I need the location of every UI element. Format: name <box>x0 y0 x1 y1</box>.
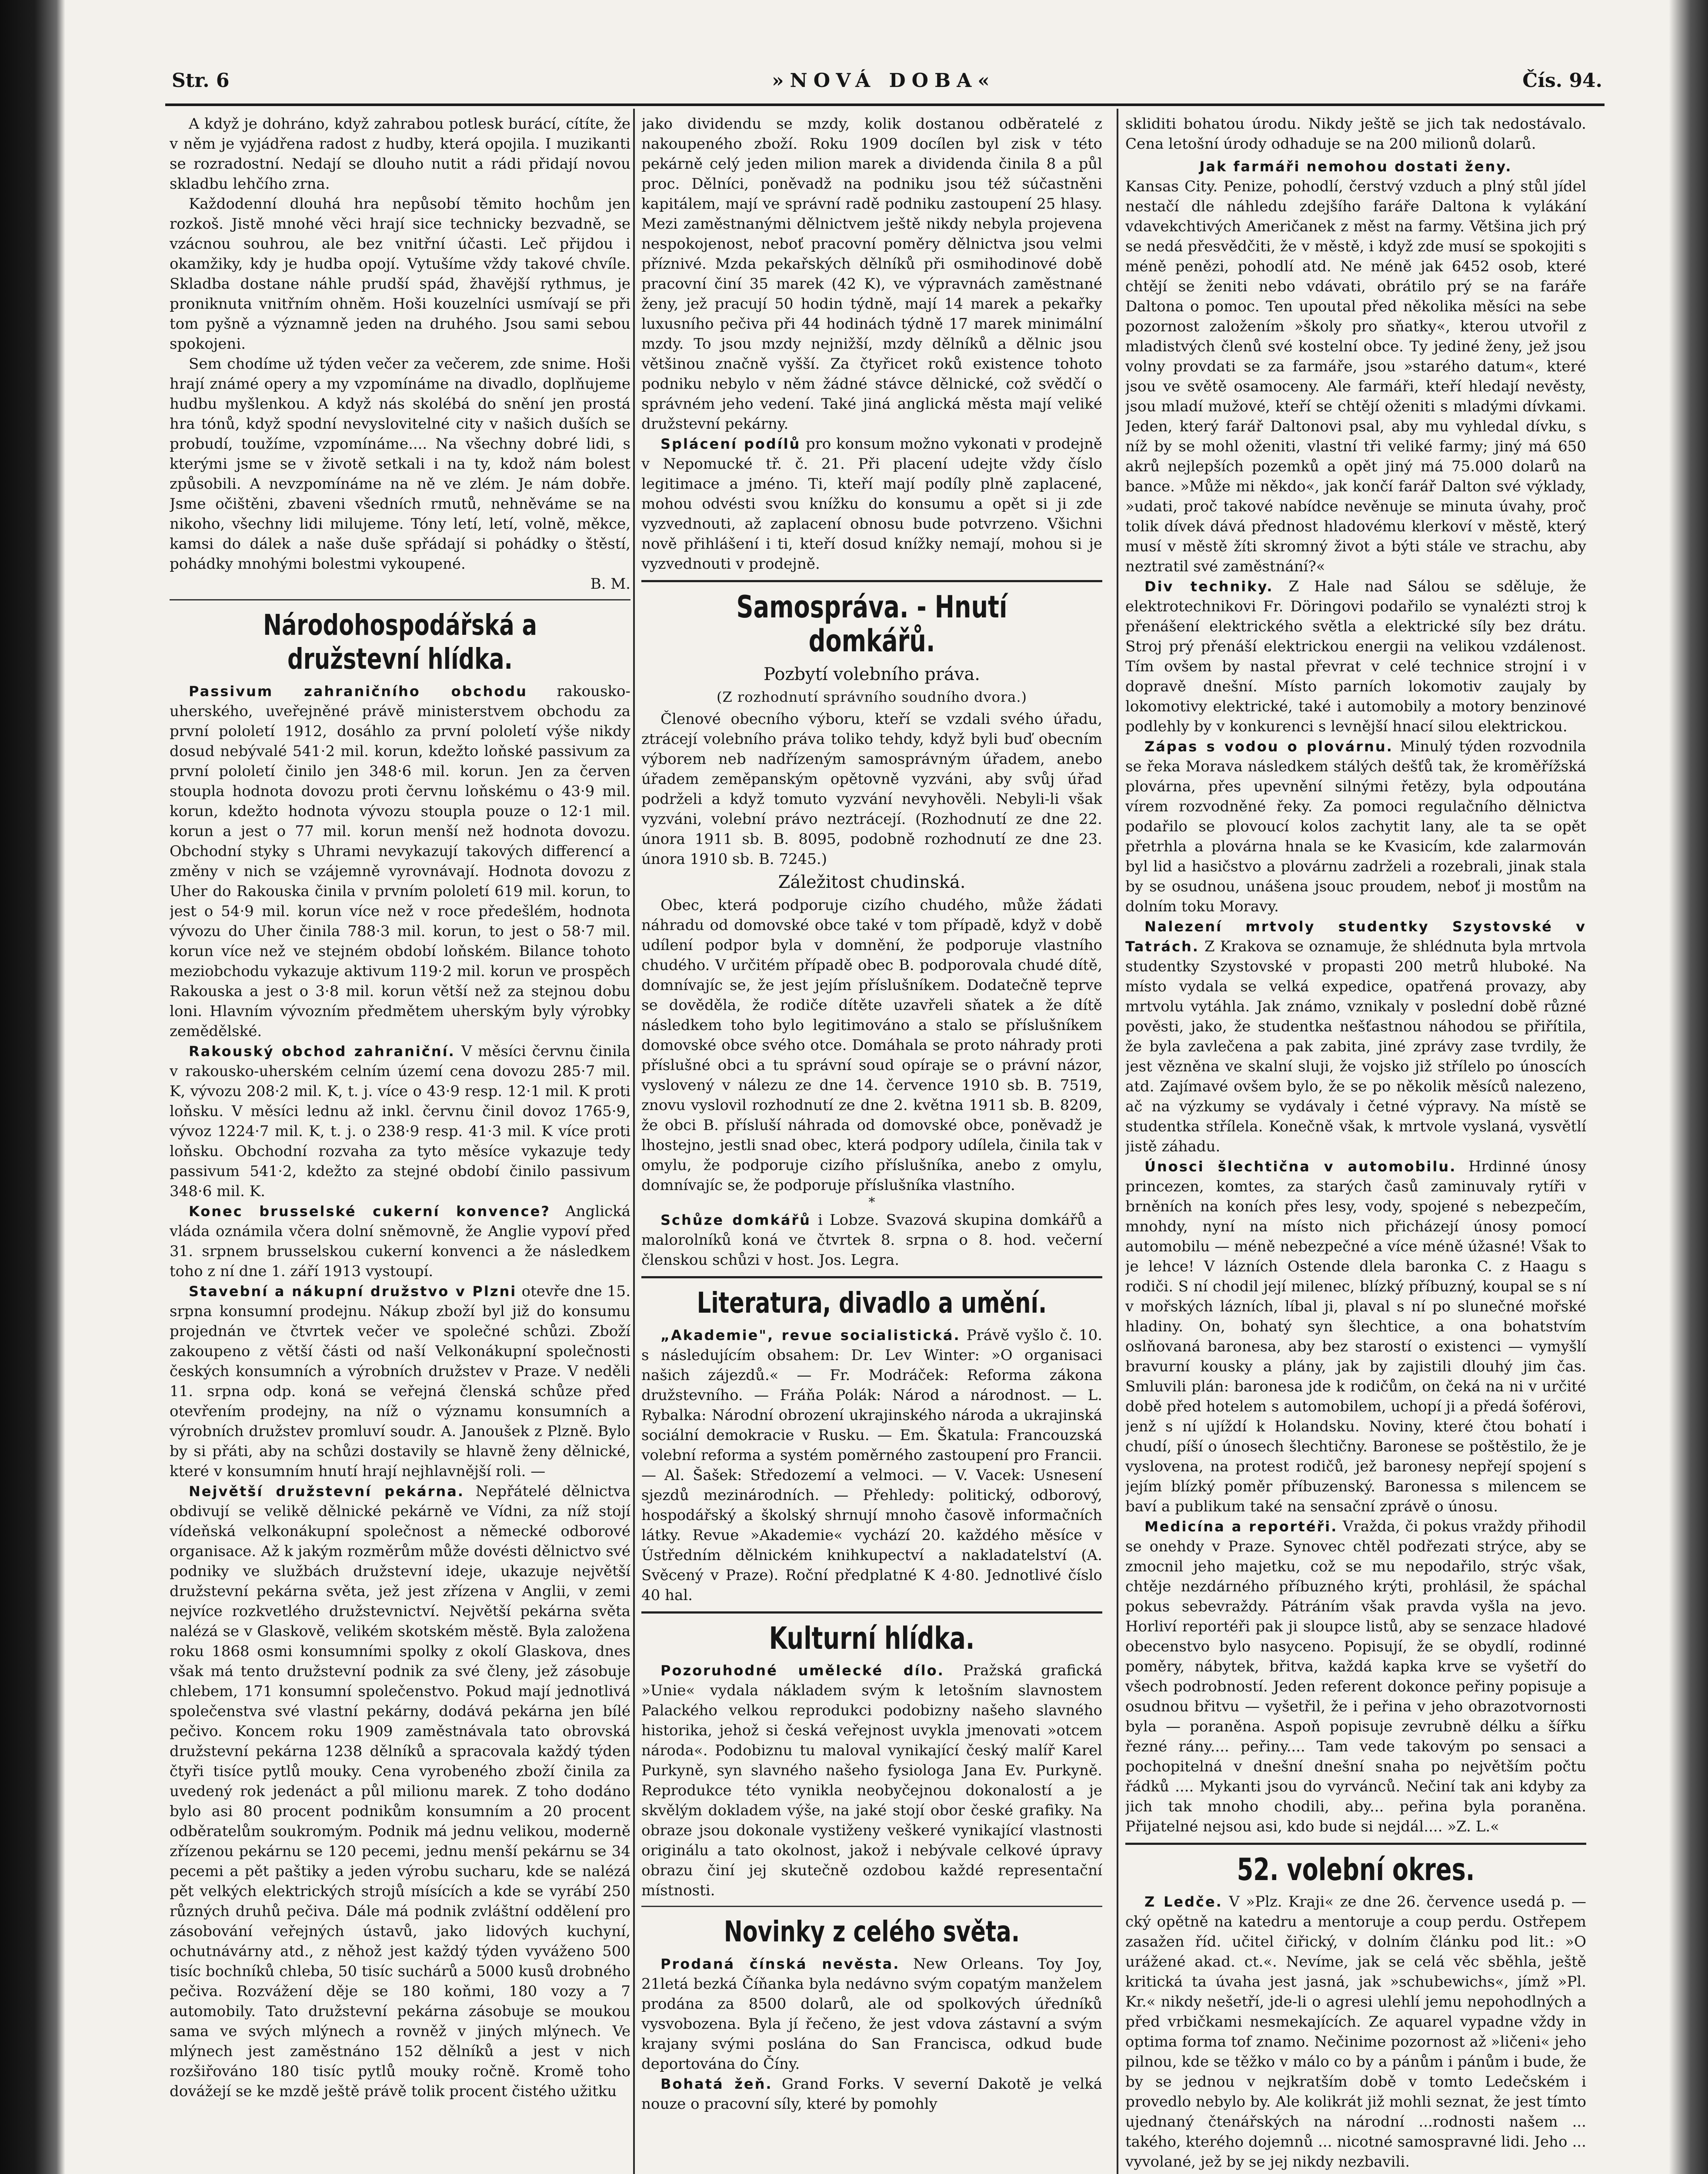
item-kicker: Pozoruhodné umělecké dílo. <box>661 1662 944 1679</box>
item-kicker: Z Ledče. <box>1144 1894 1223 1910</box>
item-kicker: Nalezení mrtvoly studentky Szystovské v Tatrách. <box>1125 918 1586 955</box>
article-paragraph: Členové obecního výboru, kteří se vzdali svého úřadu, ztrácejí volebního práva toliko tehdy, když byli buď obecním výborem neb nadřízeným samosprávným úřadem, anebo úřadem zeměpanským opětovně vyzváni, aby svůj úřad podrželi a když tomuto vyzvání nevyhověli. Nebyli-li však vyzváni, volební právo neztrácejí. (Rozhodnutí ze dne 22. února 1911 sb. B. 8095, podobně rozhodnutí ze dne 23. února 1910 sb. B. 7245.) <box>641 710 1102 868</box>
item-text: Pražská grafická »Unie« vydala nákladem svým k letošním slavnostem Palackého velkou reprodukci podobizny našeho slavného historika, jehož si česká veřejnost uvykla jmenovati »otcem národa«. Podobiznu tu maloval vynikající český malíř Karel Purkyně, syn slavného našeho fysiologa Jana Ev. Purkyně. Reprodukce této vynikla neobyčejnou dokonalostí a je skvělým dokladem výše, na jaké stojí obor české grafiky. Na obraze jsou dokonale vystiženy veškeré vynikající vlastnosti originálu a tato okolnost, jakož i nebývale celkové úpravy obrazu činí jej skutečně ozdobou každé representační místnosti. <box>641 1662 1102 1899</box>
item-text: Z Krakova se oznamuje, že shlédnuta byla mrtvola studentky Szystovské v propasti 200 metrů hluboké. Na místo vydala se velká expedice, opatřená provazy, aby mrtvolu vytáhla. Jak známo, vznikaly v poslední době různé pověsti, jako, že studentka nešťastnou náhodou se přiřítila, že byla zavlečena a pak zabita, jiné zprávy zase tvrdily, že jest vězněna ve skalní sluji, že vojsko již střílelo po únoscích atd. Zajímavé ovšem bylo, že se po několik měsíců nalezeno, ač na výzkumy se vydávaly i četné výpravy. Na místě se studentka střílela. Konečně však, k mrtvole vyslaná, vysvětlí jistě záhadu. <box>1125 938 1586 1155</box>
news-item <box>641 1954 1102 2074</box>
separator <box>170 599 630 600</box>
news-item <box>1125 1517 1586 1837</box>
item-text: otevře dne 15. srpna konsumní prodejnu. Nákup zboží byl již do konsumu projednán ve čtvrtek večer ve společné schůzi. Zboží zakoupeno z větší části od naší Velkonákupní společnosti českých konsumních a výrobních družstev v Praze. V neděli 11. srpna odp. koná se veřejná členská schůze před otevřením prodejny, na níž o významu konsumních a výrobních družstev promluví soudr. A. Janoušek z Plzně. Bylo by si přáti, aby na schůzi dostavily se hlavně ženy dělnické, které v konsumním hnutí hrají nejhlavnější roli. — <box>170 1283 630 1480</box>
item-text: Vražda, či pokus vraždy přihodil se onehdy v Praze. Synovec chtěl podřezati strýce, aby se zmocnil jeho majetku, což se mu nepodařilo, strýc však, chtěje nezdárného příbuzného krýti, prohlásil, že spáchal pokus sebevraždy. Pátráním však pravda vyšla na jevo. Horliví reportéři pak ji sloupce listů, aby se senzace hladové obecenstvo bylo nasyceno. Popisují, že se obydlí, rodinné poměry, nábytek, břitva, každá kapka krve se vyšetří do všech podrobností. Jeden referent dokonce peřiny popisuje a osudnou břitvu — vyšetřil, že i peřina v jeho obrazotvornosti byla — poraněna. Aspoň popisuje zevrubně délku a šířku řezné rány.... peřiny.... Tam vede takovým po sensaci a pochopitelná v dnešní dnešní snaha po největším počtu řádků .... Mykanti jsou do vyrvánců. Nečiní tak ani kdyby za jich tak mnoho chodili, aby... peřina byla poraněna. Přijatelné nejsou asi, kdo bude si nejdál.... »Z. L.« <box>1125 1518 1586 1835</box>
item-kicker: Passivum zahraničního obchodu <box>189 683 527 700</box>
section-title-volebni-okres: 52. volební okres. <box>1237 1852 1475 1887</box>
item-kicker: Div techniky. <box>1144 578 1274 595</box>
column-3 <box>1125 114 1586 2174</box>
news-item <box>1125 577 1586 737</box>
separator <box>641 580 1102 582</box>
section-title-narodohospodarska: Národohospodářská a družstevní hlídka. <box>263 608 537 676</box>
news-item <box>170 1281 630 1481</box>
news-item <box>170 1041 630 1201</box>
article-signature: B. M. <box>590 575 630 593</box>
item-kicker: „Akademie", revue socialistická. <box>661 1327 961 1344</box>
column-2 <box>641 114 1102 2174</box>
item-kicker: Stavební a nákupní družstvo v Plzni <box>189 1283 517 1300</box>
item-kicker: Zápas s vodou o plovárnu. <box>1144 738 1393 755</box>
article-paragraph: Sem chodíme už týden večer za večerem, zde snime. Hoši hrají známé opery a my vzpomínáme na divadlo, doplňujeme hudbu myšlenkou. A když nás skolébá do snění jen prostá hra tónů, když spodní nevyslovitelné city v našich duších se probudí, toužíme, vzpomínáme.... Na všechny dobré lidi, s kterými jsme se v životě setkali i na ty, kdož nám bolest způsobili. A nevzpomínáme na ně ve zlém. Je nám dobře. Jsme očištěni, zbaveni všedních rmutů, nehněváme se na nikoho, všechny lidi milujeme. Tóny letí, letí, volně, měkce, kamsi do dálek a naše duše spřádají si pohádky o štěstí, pohádky mnohými bolestmi vykoupené. <box>170 355 630 573</box>
item-text: Nepřátelé dělnictva obdivují se velikě dělnické pekárně ve Vídni, za níž stojí vídeňská velkonákupní společnost a německé odborové organisace. Až k jakým rozměrům může dovésti dělnictvo své podniky ve službách družstevní ideje, ukazuje největší družstevní pekárna světa, jež jest zřízena v Anglii, v zemi nejvíce rozkvetlého družstevnictví. Největší pekárna světa nalézá se v Glaskově, velikém skotském městě. Byla založena roku 1868 osmi konsumními spolky z okolí Glaskova, dnes však má tento družstevní podnik za své členy, jež zásobuje chlebem, 171 konsumní společenstvo. Pokud mají jednotlivá společenstva své vlastní pekárny, dodává pekárna jen bílé pečivo. Koncem roku 1909 zaměstnávala tato obrovská družstevní pekárna 1238 dělníků a spracovala každý týden čtyři tisíce pytlů mouky. Cena vyrobeného zboží činila za uvedený rok jedenáct a půl milionu marek. Z toho dodáno bylo asi 80 procent podnikům konsumním a 20 procent odběratelům soukromým. Podnik má jednu velikou, moderně zřízenou pekárnu se 120 pecemi, jednu menší pekárnu se 34 pecemi a pět paštiky a jeden výrobu sucharu, kde se nalézá pět velkých elektrických strojů mísících a kde se vyrábí 250 různých druhů pečiva. Dále má podnik zvláštní oddělení pro zásobování veřejných ústavů, jako lidových kuchyní, ochutnávárny atd., z něhož jest každý týden vyváženo 500 tisíc bochníků chleba, 50 tisíc suchárů a 5000 kusů drobného pečiva. Rozvážení děje se 180 koňmi, 180 vozy a 7 automobily. Tato družstevní pekárna zásobuje se moukou sama ve svých mlýnech a rovněž v jiných mlýnech. Ve mlýnech jest zaměstnáno 152 dělníků a jest v nich rozšiřováno 180 tisíc pytlů mouky ročně. Kromě toho dovážejí se ke mzdě ještě právě tolik procent čistého užitku <box>170 1483 630 2100</box>
item-text: New Orleans. Toy Joy, 21letá bezká Číňanka byla nedávno svým copatým manželem prodána za 8500 dolarů, ale od spolkových úředníků vysvobozena. Byla jí řečeno, že jest vdova zástavní a svým krajany svými poslána do San Francisca, odkud bude deportována do Číny. <box>641 1955 1102 2073</box>
item-text: Z Hale nad Sálou se sděluje, že elektrotechnikovi Fr. Döringovi podařilo se vynalézti stroj k přenášení elektrického světla a elektrické síly bez drátu. Stroj prý přenáší elektrickou energii na velikou vzdálenost. Tím ovšem by nastal převrat v celé technice strojní i v dopravě dnešní. Místo parních lokomotiv zaujaly by lokomotivy elektrické, také i automobily a motory benzinové podlehly by v konkurenci s levnější hnací silou elektrickou. <box>1125 578 1586 735</box>
news-item <box>641 2074 1102 2114</box>
item-text: Grand Forks. V severní Dakotě je velká nouze o pracovní síly, které by pomohly <box>641 2075 1102 2113</box>
item-text: Právě vyšlo č. 10. s následujícím obsahem: Dr. Lev Winter: »O organisaci našich zájezdů.« — Fr. Modráček: Reforma zákona družstevního. — Fráňa Polák: Národ a národnost. — L. Rybalka: Národní obrození ukrajinského národa a ukrajinská sociální demokracie v Rusku. — Em. Škatula: Francouzská volební reforma a systém poměrného zastoupení pro Francii. — Al. Šašek: Středozemí a velmoci. — V. Vacek: Usnesení sjezdů mezinárodních. — Přehledy: politický, odborový, hospodářský a školský shrnují mnoho časově informačních látky. Revue »Akademie« vychází 20. každého měsíce v Ústředním dělnickém knihkupectví a nakladatelství (A. Svěcený v Praze). Roční předplatné K 4·80. Jednotlivé číslo 40 hal. <box>641 1327 1102 1604</box>
item-kicker: Prodaná čínská nevěsta. <box>661 1956 900 1972</box>
section-title-kulturni: Kulturní hlídka. <box>769 1620 975 1656</box>
news-item <box>1125 737 1586 917</box>
article-title-pozbyti: Pozbytí volebního práva. <box>764 664 980 684</box>
page-number: Str. 6 <box>172 70 230 92</box>
item-text: V »Plz. Kraji« ze dne 26. července usedá p. —cký opětně na katedru a mentoruje a coup perdu. Ostřepem zasažen říd. učitel čiřický, v dolním článku pod lit.: »O urážené akad. ct.«. Nevíme, jak se celá věc sběhla, ještě kritická ta úvaha jest jasná, jak »schubewichs«, jímž »Pl. Kr.« nikdy nešetří, jde-li o agresi ulehlí jemu nepohodlných a před vrbičkami nesmekajících. Ze aquarel vypadne vždy in optima forma tof znamo. Nečinime pozornost až »ličeni« jeho pilnou, kde se těžko v málo co by a pánům i pánům i bude, že by se jednou v nejkratším době v tomto Ledečském i provedlo nebylo by. Ale kolikrát již mohli seznat, že jest tímto ujednaný čtenářských na národní ...rodnosti našem ... takého, kterého dojemnů ... nicotné samospravné lidi. Jeho ... vyvolané, jež by se jej nikdy nezbavili. <box>1125 1893 1586 2171</box>
news-item <box>170 1201 630 1281</box>
item-kicker: Bohatá žeň. <box>661 2076 773 2092</box>
article-paragraph: Obec, která podporuje cizího chudého, může žádati náhradu od domovské obce také v tom případě, když v době udílení podpor byla v domnění, že podporuje vlastního chudého. V určitém případě obec B. podporovala chudé dítě, domnívajíc se, že jest jejím příslušníkem. Dodatečně teprve se dověděla, že rodiče dítěte uzavřeli sňatek a že dítě následkem toho bylo legitimováno a stalo se příslušníkem domovské obce svého otce. Domáhala se proto náhrady proti příslušné obci a tu správní soud opíraje se o právní názor, vyslovený v nálezu ze dne 14. července 1910 sb. B. 7519, znovu vyslovil rozhodnutí ze dne 2. května 1911 sb. B. 8209, že obci B. přísluší náhrada od domovské obce, poněvadž je lhostejno, jestli snad obec, která podpory udílela, činila tak v omylu, že podporuje cizího příslušníka, anebo z omylu, domnívajíc se, že podporuje příslušníka vlastního. <box>641 897 1102 1194</box>
section-title-literatura: Literatura, divadlo a umění. <box>697 1286 1047 1320</box>
article-subtitle-pozbyti: (Z rozhodnutí správního soudního dvora.) <box>717 689 1027 705</box>
separator <box>641 1276 1102 1278</box>
header-rule <box>165 103 1605 106</box>
item-text: Minulý týden rozvodnila se řeka Morava následkem stálých dešťů tak, že kroměřížská plovárna, přes upevnění silnými řetězy, byla odpoutána vírem rozvodněné řeky. Za pomoci regulačního dělnictva podařilo se plovoucí kolos zachytit lany, ale ta se opět přetrhla a plovárna hnala se ke Kvasicím, kde zalarmován byl lid a hasičstvo a plovárnu zadrželi a rozebrali, jinak stala by se osudnou, unášena jsouc proudem, neboť ji mostům na dolním toku Moravy. <box>1125 738 1586 915</box>
article-paragraph: A když je dohráno, když zahrabou potlesk burácí, cítíte, že v něm je vyjádřena radost z hudby, která opojila. I muzikanti se rozradostní. Nedají se dlouho nutit a rádi přidají novou skladbu lehčího zrna. <box>170 115 630 193</box>
news-item <box>641 1210 1102 1270</box>
item-text: i Lobze. Svazová skupina domkářů a malorolníků koná ve čtvrtek 8. srpna o 8. hod. večerní členskou schůzi v host. Jos. Legra. <box>641 1211 1102 1269</box>
item-kicker: Jak farmáři nemohou dostati ženy. <box>1199 158 1512 175</box>
column-rule-1 <box>633 109 635 2174</box>
item-kicker: Medicína a reportéři. <box>1144 1518 1338 1535</box>
item-kicker: Splácení podílů <box>661 436 801 452</box>
article-title-zalezitost: Záležitost chudinská. <box>778 872 966 892</box>
news-item <box>1125 917 1586 1157</box>
article-paragraph: jako dividendu se mzdy, kolik dostanou odběratelé z nakoupeného zboží. Roku 1909 docílen byl zisk v této pekárně celý jeden milion marek a dividenda činila 8 a půl proc. Dělníci, poněvadž na podniku jsou též súčastněni kapitálem, mají ve správní radě podniku zastoupení 25 hlasy. Mezi zaměstnanými dělnictvem ještě nikdy nebyla projevena nespokojenost, neboť pracovní poměry dělnictva jsou velmi příznivé. Mzda pekařských dělníků při osmihodinové době pracovní činí 35 marek (42 K), ve výpravnách zaměstnané ženy, jež pracují 50 hodin týdně, mají 14 marek a pekařky luxusního pečiva při 44 hodinách týdně 17 marek minimální mzdy. To jsou mzdy nejnižší, mzdy dělníků a dělnic jsou většinou značně vyšší. Za čtyřicet roků existence tohoto podniku nebylo v něm žádné stávce dělnické, což svědčí o správném jeho vedení. Také jiná anglická města mají veliké družstevní pekárny. <box>641 115 1102 433</box>
separator <box>641 1906 1102 1907</box>
issue-number: Čís. 94. <box>1522 70 1602 92</box>
separator <box>1125 1843 1586 1845</box>
scan-edge-left <box>0 0 65 2174</box>
section-title-novinky: Novinky z celého světa. <box>724 1915 1020 1948</box>
star-divider: * <box>868 1195 875 1210</box>
news-item <box>1125 1892 1586 2172</box>
column-1 <box>170 114 630 2174</box>
item-text: rakousko-uherského, uveřejněné právě ministerstvem obchodu za první pololetí 1912, dosáhlo za první pololetí výše nikdy dosud nebývalé 541·2 mil. korun, kdežto loňské passivum za první pololetí činilo jen 348·6 mil. korun. Jen za červen stoupla hodnota dovozu proti červnu loňskému o 43·9 mil. korun, kdežto hodnota vývozu stoupla pouze o 12·1 mil. korun a jest o 77 mil. korun menší než hodnota dovozu. Obchodní styky s Uhrami nevykazují takových differencí a změny v nich se vzájemně vyrovnávají. Hodnota dovozu z Uher do Rakouska činila v prvním pololetí 619 mil. korun, to jest o 54·9 mil. korun více než v roce předešlém, hodnota vývozu do Uher činila 788·3 mil. korun, to jest o 58·7 mil. korun více než ve stejném období loňském. Bilance tohoto meziobchodu vykazuje aktivum 119·2 mil. korun ve prospěch Rakouska a jest o 3·8 mil. korun větší než za stejnou dobu loni. Hlavním vývozním předmětem uherským byly výrobky zemědělské. <box>170 683 630 1040</box>
news-item <box>641 1661 1102 1901</box>
item-kicker: Konec brusselské cukerní konvence? <box>189 1203 550 1220</box>
item-kicker: Rakouský obchod zahraniční. <box>189 1043 455 1060</box>
item-kicker: Schůze domkářů <box>661 1212 811 1228</box>
masthead-title: »NOVÁ DOBA« <box>772 70 996 92</box>
column-rule-2 <box>1117 109 1118 2174</box>
section-title-samosprava: Samospráva. - Hnutí domkářů. <box>736 589 1007 659</box>
article-paragraph: skliditi bohatou úrodu. Nikdy ještě se jich tak nedostávalo. Cena letošní úrody odhaduje se na 200 milionů dolarů. <box>1125 115 1586 153</box>
item-kicker: Největší družstevní pekárna. <box>189 1483 464 1500</box>
news-item <box>641 434 1102 574</box>
news-item <box>641 1325 1102 1605</box>
item-text: V měsíci červnu činila v rakousko-uherském celním území cena dovozu 285·7 mil. K, vývozu 208·2 mil. K, t. j. více o 43·9 resp. 12·1 mil. K proti loňsku. V měsíci lednu až inkl. červnu činil dovoz 1765·9, vývoz 1224·7 mil. K, t. j. o 238·9 resp. 41·3 mil. K více proti loňsku. Obchodní rozvaha za tyto měsíce vykazuje tedy passivum 541·2, kdežto za stejné období činilo passivum 348·6 mil. K. <box>170 1043 630 1200</box>
news-item <box>170 681 630 1041</box>
item-text: pro konsum možno vykonati v prodejně v Nepomucké tř. č. 21. Při placení udejte vždy číslo legitimace a jméno. Ti, kteří mají podíly plně zaplacené, mohou odvésti svou knížku do konsumu a opět si ji zde vyzvednouti, až zaplacení obnosu bude potvrzeno. Všichni nově přihlášení i ti, kteří dosud knížky nemají, mohou si je vyzvednouti v prodejně. <box>641 435 1102 573</box>
item-text: Hrdinné únosy princezen, komtes, za starých časů zaminuvaly rytíři v brněních na koních přes lesy, vody, spojené s nebezpečím, mnohdy, nyní na místo nich přicházejí únosy pomocí automobilu — méně nebezpečné a více méně úžasné! Však to je lehce! V lázních Ostende dlela baronka C. z Haagu s rodiči. S ní chodil její milenec, blízký příbuzný, koupal se s ní v mořských lázních, líbal ji, plaval s ní po slunečné mořské hladiny. On, bohatý syn šlechtice, a ona bohatstvím oslňovaná baronesa, aby bez starostí o existenci — vymyšlí bravurní kousky a plány, jak by zajistili dlouhý jim čas. Smluvili plán: baronesa jde k rodičům, on čeká na ni v určité době před hotelem s automobilem, uchopí ji a předá šoférovi, jenž s ní ujíždí k Holandsku. Noviny, které čtou bohatí i chudí, píší o únosech šlechtičny. Baronese se poštěstilo, že je vyslovena, na protest rodičů, jež baronesy nepřejí spojení s jejím blízký poměr příbuzenský. Baronessa s milencem se baví a publikum také na sensační zprávě o únosu. <box>1125 1158 1586 1515</box>
separator <box>641 1611 1102 1614</box>
scan-edge-right <box>1669 0 1708 2174</box>
item-text: Anglická vláda oznámila včera dolní sněmovně, že Anglie vypoví před 31. srpnem brusselskou cukerní konvenci a že následkem toho z ní dne 1. září 1913 vystoupí. <box>170 1203 630 1280</box>
news-item <box>1125 1157 1586 1517</box>
item-text: Kansas City. Penize, pohodlí, čerstvý vzduch a plný stůl jídel nestačí dle náhledu zdejšího faráře Daltona k vylákání vdavekchtivých Američanek z měst na farmy. Většina jich prý se nedá přesvědčiti, že v městě, i když zde musí se spokojiti s méně penězi, pohodlí atd. Ne méně jak 6452 osob, které chtějí se ženiti nebo vdávati, obrátilo prý se na faráře Daltona o pomoc. Ten upoutal před několika měsíci na sebe pozornost založením »školy pro sňatky«, kterou utvořil z mladistvých členů své kostelní obce. Ty jediné ženy, jež jsou volny provdati se za farmáře, jsou »starého datum«, které jsou ve světě osamoceny. Ale farmáři, kteří hledají nevěsty, jsou mladí mužové, kteří se chtějí oženiti s mladými dívkami. Jeden, který farář Daltonovi psal, aby mu vyhledal dívku, s níž by se mohl oženiti, vlastní tři veliké farmy; jiný má 650 akrů nejlepších pozemků a opět jiný má 75.000 dolarů na bance. »Může mi někdo«, jak končí farář Dalton své výklady, »udati, proč takové nabídce nevěnuje se minuta úvahy, proč tolik dívek dává přednost hladovému klerkoví v městě, který musí v městě žíti skromný život a býti stále ve strachu, aby neztratil své zaměstnání?« <box>1125 178 1586 575</box>
running-header <box>172 70 1602 104</box>
news-item <box>170 1481 630 2101</box>
item-kicker: Únosci šlechtična v automobilu. <box>1144 1158 1457 1175</box>
article-paragraph: Každodenní dlouhá hra nepůsobí těmito hochům jen rozkoš. Jistě mnohé věci hrají sice technicky bezvadně, se vzácnou souhrou, ale bez vnitřní účasti. Leč přijdou i okamžiky, kdy je hudba opojí. Vytušíme vždy takové chvíle. Skladba dostane náhle prudší spád, žhavější rythmus, je proniknuta vnitřním ohněm. Hoši kouzelníci usmívají se při tom pyšně a významně jeden na druhého. Jsou sami sebou spokojeni. <box>170 195 630 353</box>
